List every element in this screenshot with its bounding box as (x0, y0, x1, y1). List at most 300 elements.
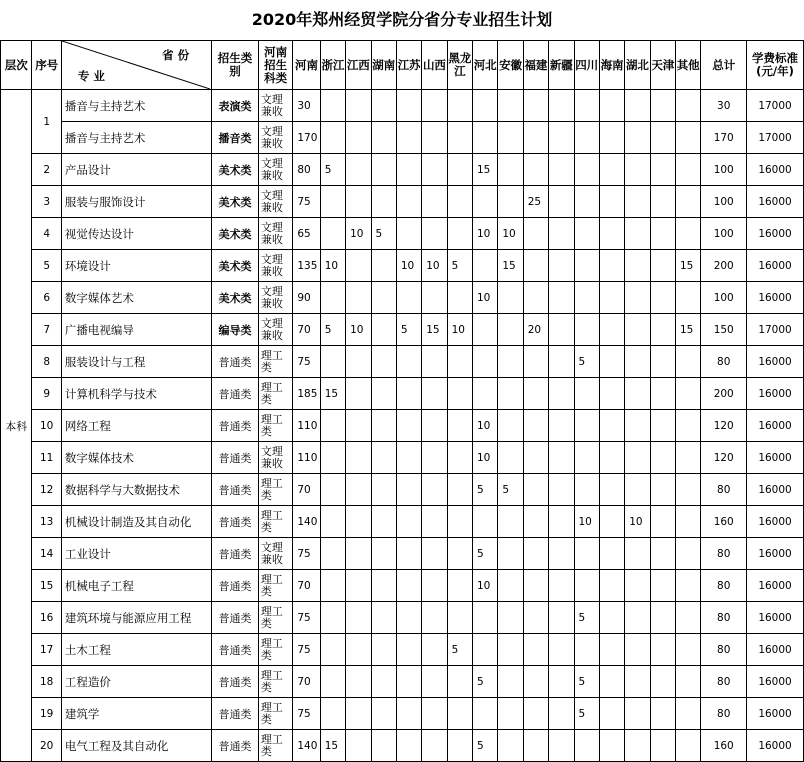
count-cell (549, 442, 574, 474)
major-cell: 播音与主持艺术 (61, 90, 211, 122)
count-cell (473, 602, 498, 634)
count-cell (396, 506, 421, 538)
count-cell (473, 378, 498, 410)
count-cell: 110 (293, 442, 320, 474)
major-cell: 机械电子工程 (61, 570, 211, 602)
count-cell (650, 698, 675, 730)
count-cell (346, 602, 371, 634)
seq-cell: 13 (32, 506, 61, 538)
fee-cell: 16000 (747, 346, 804, 378)
count-cell: 10 (346, 218, 371, 250)
count-cell (346, 154, 371, 186)
table-row (1, 154, 804, 186)
major-cell: 广播电视编导 (61, 314, 211, 346)
subject-cell: 文理兼收 (258, 250, 293, 282)
count-cell (320, 602, 345, 634)
count-cell (498, 314, 523, 346)
count-cell (371, 506, 396, 538)
seq-cell: 14 (32, 538, 61, 570)
count-cell (498, 282, 523, 314)
count-cell: 15 (473, 154, 498, 186)
count-cell (422, 730, 447, 762)
count-cell (371, 666, 396, 698)
count-cell: 5 (320, 314, 345, 346)
count-cell (498, 698, 523, 730)
count-cell (549, 90, 574, 122)
count-cell: 15 (422, 314, 447, 346)
subject-cell: 理工类 (258, 602, 293, 634)
count-cell: 5 (574, 666, 599, 698)
count-cell (523, 634, 548, 666)
seq-cell: 10 (32, 410, 61, 442)
count-cell (650, 250, 675, 282)
count-cell (549, 250, 574, 282)
count-cell (650, 666, 675, 698)
count-cell (650, 122, 675, 154)
total-cell: 150 (701, 314, 747, 346)
count-cell (447, 346, 472, 378)
count-cell (676, 378, 701, 410)
count-cell (676, 282, 701, 314)
count-cell (523, 378, 548, 410)
count-cell (523, 154, 548, 186)
count-cell: 5 (473, 730, 498, 762)
count-cell (371, 442, 396, 474)
total-cell: 170 (701, 122, 747, 154)
count-cell (574, 218, 599, 250)
total-cell: 120 (701, 410, 747, 442)
page-title: 2020年郑州经贸学院分省分专业招生计划 (251, 10, 553, 29)
count-cell (447, 154, 472, 186)
seq-cell: 18 (32, 666, 61, 698)
count-cell (549, 666, 574, 698)
count-cell (498, 506, 523, 538)
count-cell (549, 154, 574, 186)
subject-cell: 文理兼收 (258, 122, 293, 154)
count-cell (574, 154, 599, 186)
count-cell: 10 (498, 218, 523, 250)
count-cell: 10 (473, 218, 498, 250)
header-province: 海南 (599, 41, 624, 90)
count-cell (574, 186, 599, 218)
count-cell (371, 474, 396, 506)
count-cell (625, 90, 650, 122)
total-cell: 100 (701, 154, 747, 186)
category-cell: 普通类 (212, 730, 259, 762)
count-cell (549, 282, 574, 314)
count-cell (650, 410, 675, 442)
count-cell (320, 122, 345, 154)
count-cell (549, 186, 574, 218)
fee-cell: 16000 (747, 378, 804, 410)
count-cell (346, 442, 371, 474)
count-cell (473, 698, 498, 730)
count-cell (371, 378, 396, 410)
count-cell (447, 410, 472, 442)
count-cell (371, 122, 396, 154)
header-province: 安徽 (498, 41, 523, 90)
count-cell (625, 314, 650, 346)
count-cell (498, 538, 523, 570)
count-cell (599, 186, 624, 218)
subject-cell: 理工类 (258, 378, 293, 410)
fee-cell: 17000 (747, 314, 804, 346)
count-cell: 70 (293, 314, 320, 346)
count-cell (599, 314, 624, 346)
count-cell (396, 282, 421, 314)
category-cell: 普通类 (212, 602, 259, 634)
count-cell (549, 474, 574, 506)
count-cell: 135 (293, 250, 320, 282)
count-cell (549, 122, 574, 154)
count-cell (523, 122, 548, 154)
count-cell (447, 474, 472, 506)
count-cell: 5 (473, 538, 498, 570)
count-cell (320, 282, 345, 314)
count-cell: 5 (574, 698, 599, 730)
count-cell (346, 378, 371, 410)
count-cell (650, 570, 675, 602)
count-cell (650, 186, 675, 218)
count-cell (523, 90, 548, 122)
count-cell: 65 (293, 218, 320, 250)
count-cell (599, 634, 624, 666)
count-cell (447, 442, 472, 474)
table-row (1, 634, 804, 666)
count-cell (625, 378, 650, 410)
count-cell (599, 698, 624, 730)
count-cell (650, 634, 675, 666)
count-cell (447, 730, 472, 762)
category-cell: 编导类 (212, 314, 259, 346)
count-cell: 10 (447, 314, 472, 346)
count-cell: 5 (473, 666, 498, 698)
header-province: 浙江 (320, 41, 345, 90)
count-cell (523, 346, 548, 378)
count-cell: 25 (523, 186, 548, 218)
count-cell (498, 602, 523, 634)
count-cell: 5 (447, 634, 472, 666)
category-cell: 普通类 (212, 666, 259, 698)
count-cell (396, 634, 421, 666)
count-cell (599, 538, 624, 570)
count-cell (676, 474, 701, 506)
count-cell (371, 570, 396, 602)
count-cell (650, 730, 675, 762)
seq-cell: 11 (32, 442, 61, 474)
count-cell (473, 186, 498, 218)
count-cell (346, 730, 371, 762)
count-cell: 75 (293, 634, 320, 666)
category-cell: 普通类 (212, 346, 259, 378)
count-cell: 75 (293, 698, 320, 730)
count-cell (625, 730, 650, 762)
count-cell: 110 (293, 410, 320, 442)
header-province: 湖北 (625, 41, 650, 90)
count-cell (320, 90, 345, 122)
count-cell (396, 538, 421, 570)
count-cell (320, 634, 345, 666)
table-row (1, 250, 804, 282)
count-cell (625, 442, 650, 474)
count-cell: 75 (293, 346, 320, 378)
count-cell: 10 (473, 282, 498, 314)
count-cell (422, 90, 447, 122)
count-cell (320, 410, 345, 442)
count-cell (346, 410, 371, 442)
seq-cell: 19 (32, 698, 61, 730)
count-cell (549, 730, 574, 762)
count-cell (574, 730, 599, 762)
header-province: 江苏 (396, 41, 421, 90)
count-cell (523, 698, 548, 730)
total-cell: 80 (701, 474, 747, 506)
count-cell (498, 410, 523, 442)
count-cell (320, 506, 345, 538)
count-cell (346, 538, 371, 570)
count-cell (396, 666, 421, 698)
total-cell: 200 (701, 378, 747, 410)
count-cell (625, 346, 650, 378)
subject-cell: 理工类 (258, 346, 293, 378)
fee-cell: 16000 (747, 698, 804, 730)
count-cell (346, 666, 371, 698)
count-cell: 90 (293, 282, 320, 314)
fee-cell: 17000 (747, 122, 804, 154)
count-cell (599, 474, 624, 506)
seq-cell: 9 (32, 378, 61, 410)
major-cell: 产品设计 (61, 154, 211, 186)
seq-cell: 8 (32, 346, 61, 378)
count-cell (422, 570, 447, 602)
count-cell (549, 378, 574, 410)
count-cell (625, 218, 650, 250)
major-cell: 工业设计 (61, 538, 211, 570)
count-cell (346, 90, 371, 122)
table-row (1, 474, 804, 506)
major-cell: 计算机科学与技术 (61, 378, 211, 410)
count-cell (574, 538, 599, 570)
count-cell (599, 122, 624, 154)
count-cell: 15 (498, 250, 523, 282)
count-cell (625, 666, 650, 698)
count-cell (599, 666, 624, 698)
count-cell (396, 602, 421, 634)
header-province: 新疆 (549, 41, 574, 90)
seq-cell: 20 (32, 730, 61, 762)
count-cell (371, 410, 396, 442)
total-cell: 200 (701, 250, 747, 282)
count-cell (422, 186, 447, 218)
count-cell (371, 538, 396, 570)
enrollment-plan-table (0, 40, 804, 762)
count-cell (574, 474, 599, 506)
count-cell (574, 282, 599, 314)
count-cell (625, 282, 650, 314)
count-cell (422, 474, 447, 506)
fee-cell: 16000 (747, 666, 804, 698)
category-cell: 普通类 (212, 442, 259, 474)
table-row (1, 314, 804, 346)
count-cell: 10 (396, 250, 421, 282)
category-cell: 普通类 (212, 538, 259, 570)
count-cell: 170 (293, 122, 320, 154)
header-province: 天津 (650, 41, 675, 90)
count-cell (371, 698, 396, 730)
total-cell: 160 (701, 506, 747, 538)
seq-cell: 6 (32, 282, 61, 314)
count-cell (599, 570, 624, 602)
subject-cell: 理工类 (258, 410, 293, 442)
category-cell: 美术类 (212, 282, 259, 314)
count-cell (447, 90, 472, 122)
count-cell (650, 378, 675, 410)
table-row (1, 698, 804, 730)
count-cell (396, 570, 421, 602)
count-cell (650, 282, 675, 314)
subject-cell: 文理兼收 (258, 442, 293, 474)
count-cell (422, 378, 447, 410)
count-cell: 15 (320, 730, 345, 762)
count-cell: 20 (523, 314, 548, 346)
header-henan-subject: 河南招生科类 (258, 41, 293, 90)
count-cell: 75 (293, 186, 320, 218)
header-level: 层次 (1, 41, 32, 90)
fee-cell: 16000 (747, 186, 804, 218)
count-cell (599, 154, 624, 186)
seq-cell: 16 (32, 602, 61, 634)
header-category: 招生类别 (212, 41, 259, 90)
count-cell (422, 346, 447, 378)
count-cell (574, 314, 599, 346)
count-cell: 140 (293, 730, 320, 762)
table-row (1, 282, 804, 314)
total-cell: 100 (701, 186, 747, 218)
major-cell: 服装设计与工程 (61, 346, 211, 378)
count-cell (549, 634, 574, 666)
major-cell: 电气工程及其自动化 (61, 730, 211, 762)
count-cell (676, 442, 701, 474)
count-cell: 30 (293, 90, 320, 122)
category-cell: 普通类 (212, 634, 259, 666)
seq-cell: 12 (32, 474, 61, 506)
count-cell (320, 474, 345, 506)
count-cell (422, 218, 447, 250)
header-fee: 学费标准(元/年) (747, 41, 804, 90)
count-cell (549, 410, 574, 442)
fee-cell: 16000 (747, 474, 804, 506)
count-cell: 140 (293, 506, 320, 538)
fee-cell: 16000 (747, 538, 804, 570)
major-cell: 工程造价 (61, 666, 211, 698)
fee-cell: 16000 (747, 634, 804, 666)
count-cell: 75 (293, 538, 320, 570)
count-cell (371, 186, 396, 218)
count-cell (422, 410, 447, 442)
count-cell: 10 (320, 250, 345, 282)
count-cell (320, 698, 345, 730)
header-province: 福建 (523, 41, 548, 90)
category-cell: 美术类 (212, 218, 259, 250)
count-cell (447, 538, 472, 570)
category-cell: 普通类 (212, 474, 259, 506)
count-cell (320, 442, 345, 474)
fee-cell: 16000 (747, 250, 804, 282)
count-cell (676, 410, 701, 442)
table-row (1, 186, 804, 218)
count-cell (523, 282, 548, 314)
count-cell (346, 474, 371, 506)
count-cell (599, 442, 624, 474)
count-cell (574, 570, 599, 602)
table-row (1, 218, 804, 250)
seq-cell: 15 (32, 570, 61, 602)
count-cell (498, 90, 523, 122)
subject-cell: 理工类 (258, 634, 293, 666)
count-cell (396, 346, 421, 378)
subject-cell: 文理兼收 (258, 218, 293, 250)
count-cell (498, 378, 523, 410)
count-cell: 10 (473, 410, 498, 442)
count-cell (320, 666, 345, 698)
header-province: 河北 (473, 41, 498, 90)
count-cell (320, 218, 345, 250)
fee-cell: 16000 (747, 282, 804, 314)
count-cell (447, 570, 472, 602)
header-province: 其他 (676, 41, 701, 90)
total-cell: 80 (701, 346, 747, 378)
count-cell (447, 666, 472, 698)
major-cell: 数字媒体技术 (61, 442, 211, 474)
count-cell (473, 250, 498, 282)
count-cell (599, 378, 624, 410)
count-cell (371, 634, 396, 666)
table-row (1, 378, 804, 410)
count-cell (549, 506, 574, 538)
count-cell (676, 186, 701, 218)
count-cell (599, 250, 624, 282)
header-major-province (61, 41, 211, 90)
count-cell (676, 634, 701, 666)
major-cell: 播音与主持艺术 (61, 122, 211, 154)
count-cell (676, 666, 701, 698)
subject-cell: 理工类 (258, 506, 293, 538)
count-cell (473, 314, 498, 346)
count-cell (346, 634, 371, 666)
subject-cell: 理工类 (258, 474, 293, 506)
count-cell (625, 538, 650, 570)
count-cell (650, 442, 675, 474)
category-cell: 普通类 (212, 506, 259, 538)
count-cell (396, 154, 421, 186)
major-cell: 网络工程 (61, 410, 211, 442)
count-cell: 15 (320, 378, 345, 410)
total-cell: 100 (701, 282, 747, 314)
count-cell (346, 186, 371, 218)
count-cell (473, 506, 498, 538)
count-cell: 5 (574, 346, 599, 378)
category-cell: 表演类 (212, 90, 259, 122)
count-cell (650, 602, 675, 634)
seq-cell: 4 (32, 218, 61, 250)
count-cell (650, 474, 675, 506)
count-cell: 15 (676, 314, 701, 346)
table-row (1, 410, 804, 442)
count-cell (371, 90, 396, 122)
count-cell (422, 506, 447, 538)
seq-cell: 1 (32, 90, 61, 154)
subject-cell: 文理兼收 (258, 282, 293, 314)
